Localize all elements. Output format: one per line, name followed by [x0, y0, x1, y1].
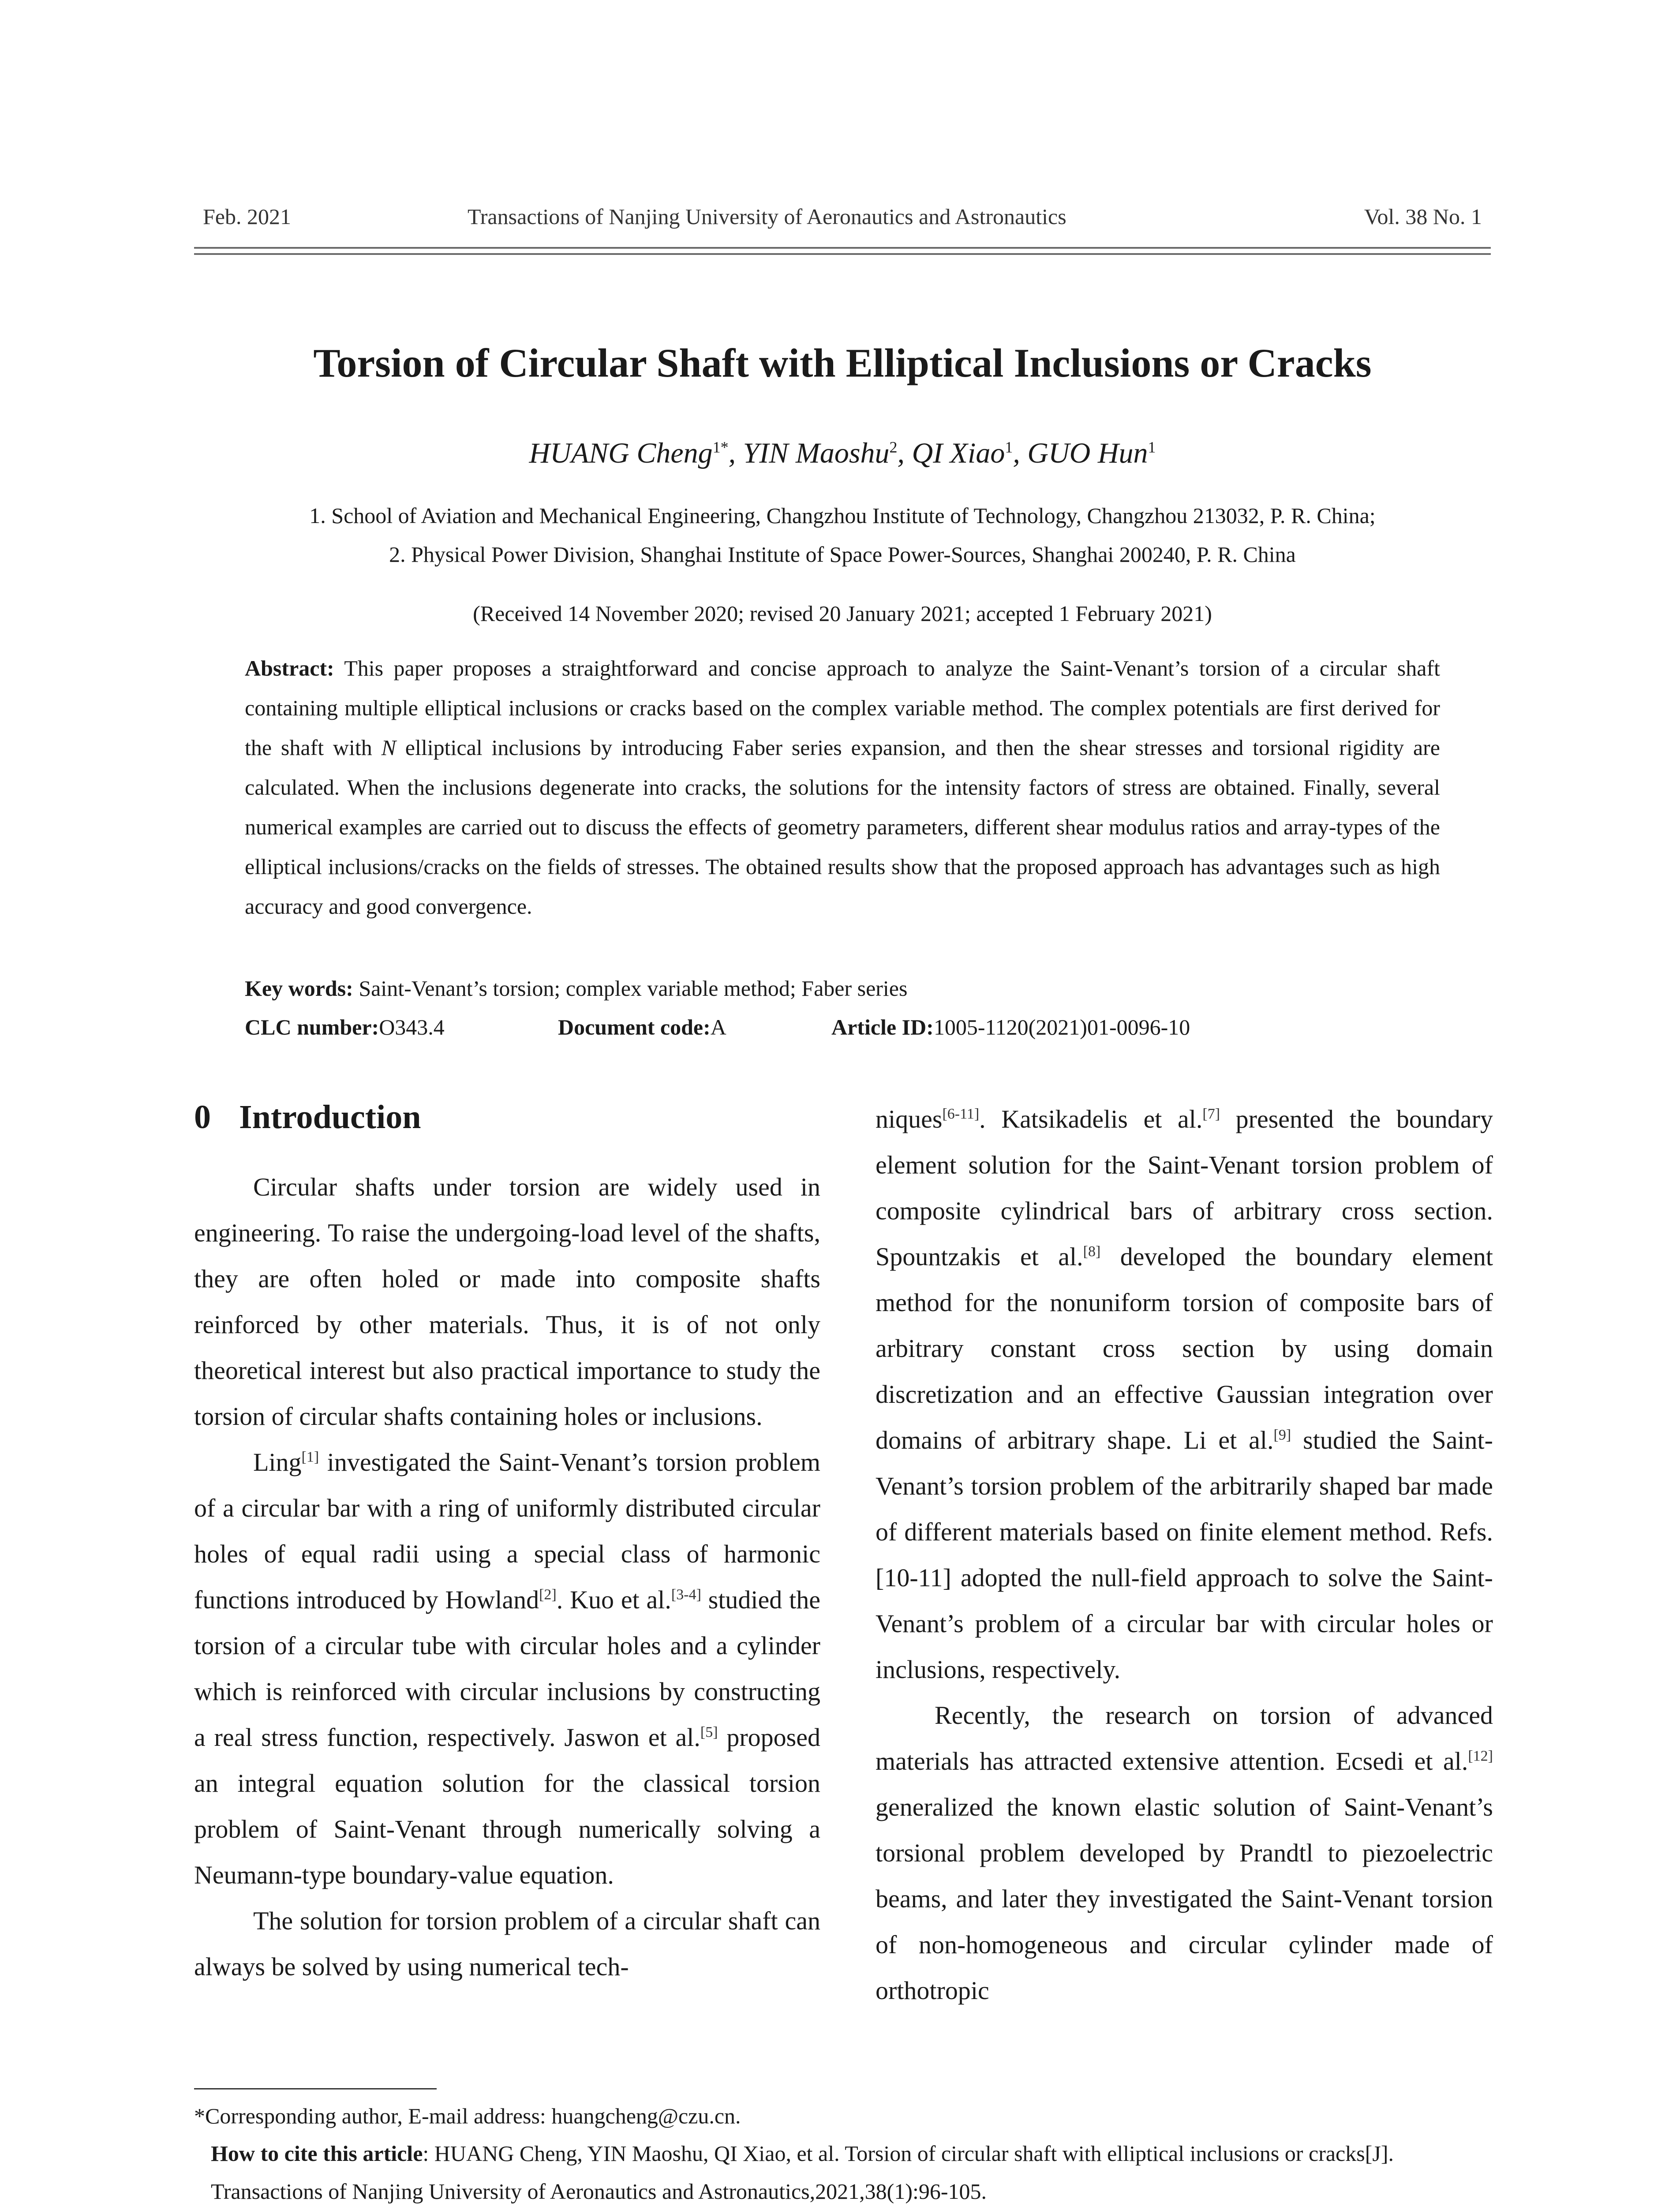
keywords-text: Saint-Venant’s torsion; complex variable method; Faber series	[359, 976, 908, 1001]
issue-date: Feb. 2021	[203, 204, 291, 229]
paragraph: Recently, the research on torsion of advanced materials has attracted extensive attention. Ecsedi et al.[12] generalized the known elastic solution of Saint-Venant’s torsional problem developed by Prandtl to piezoelectric beams, and later they investigated the Saint-Venant torsion of non-homogeneous and circular cylinder made of orthotropic	[876, 1701, 1493, 2005]
paper-title: Torsion of Circular Shaft with Elliptical Inclusions or Cracks	[313, 340, 1372, 385]
journal-name: Transactions of Nanjing University of Aeronautics and Astronautics	[468, 204, 1066, 229]
section-number: 0	[194, 1099, 211, 1136]
citation: [5]	[700, 1724, 718, 1741]
citation-label: How to cite this article	[211, 2141, 423, 2166]
keywords	[245, 975, 1440, 1001]
abstract-text: This paper proposes a straightforward and concise approach to analyze the Saint-Venant’s torsion of a circular shaft containing multiple elliptical inclusions or cracks based on the complex variable method. The complex potentials are first derived for the shaft with	[245, 656, 1440, 760]
footnote-rule	[194, 2088, 437, 2089]
author-affiliation-mark: 1*	[712, 438, 729, 456]
clc-number: CLC number:O343.4	[245, 1015, 445, 1039]
citation: [1]	[301, 1449, 319, 1465]
author-affiliation-mark: 1	[1148, 438, 1156, 456]
author-name: HUANG Cheng	[529, 437, 713, 469]
citation-note	[211, 2134, 1491, 2205]
section-title: Introduction	[239, 1099, 421, 1136]
abstract-variable: N	[381, 735, 396, 760]
corresponding-author-note: *Corresponding author, E-mail address: huangcheng@czu.cn.	[194, 2104, 741, 2128]
citation: [7]	[1202, 1106, 1220, 1122]
citation: [9]	[1273, 1427, 1291, 1443]
received-dates: (Received 14 November 2020; revised 20 January 2021; accepted 1 February 2021)	[473, 601, 1212, 626]
citation: [2]	[539, 1586, 557, 1603]
right-column	[876, 1096, 1493, 2082]
citation: [3-4]	[671, 1586, 701, 1603]
paragraph: Circular shafts under torsion are widely used in engineering. To raise the undergoing-load level of the shafts, they are often holed or made into composite shafts reinforced by other materials. Thus, it is of not only theoretical interest but also practical importance to study the torsion of circular shafts containing holes or inclusions.	[194, 1173, 820, 1431]
left-column	[194, 1164, 820, 2082]
abstract	[245, 648, 1440, 926]
author-name: YIN Maoshu	[743, 437, 890, 469]
abstract-label: Abstract:	[245, 656, 334, 680]
volume-number: Vol. 38 No. 1	[1364, 204, 1482, 229]
section-heading	[194, 1098, 421, 1136]
paragraph: The solution for torsion problem of a circular shaft can always be solved by using numerical tech-	[194, 1906, 820, 1981]
affiliation-2: 2. Physical Power Division, Shanghai Institute of Space Power-Sources, Shanghai 200240, P. R. China	[389, 542, 1296, 567]
author-list: HUANG Cheng$^{1*}$, YIN Maoshu$^2$, QI Xiao$^1$, GUO Hun$^1$	[529, 437, 1156, 469]
author-name: QI Xiao	[912, 437, 1005, 469]
author-affiliation-mark: 1	[1005, 438, 1013, 456]
header-rule-bottom	[194, 253, 1491, 255]
header-rule-top	[194, 247, 1491, 249]
article-id: Article ID:1005-1120(2021)01-0096-10	[831, 1015, 1190, 1039]
paragraph: niques[6-11]. Katsikadelis et al.[7] presented the boundary element solution for the Saint-Venant torsion problem of composite cylindrical bars of arbitrary cross section. Spountzakis et al.[8] developed the boundary element method for the nonuniform torsion of composite bars of arbitrary constant cross section by using domain discretization and an effective Gaussian integration over domains of arbitrary shape. Li et al.[9] studied the Saint-Venant’s torsion problem of the arbitrarily shaped bar made of different materials based on finite element method. Refs. [10-11] adopted the null-field approach to solve the Saint-Venant’s problem of a circular bar with circular holes or inclusions, respectively.	[876, 1105, 1493, 1684]
classification-row	[245, 1014, 1440, 1045]
author-name: GUO Hun	[1027, 437, 1148, 469]
running-header	[194, 204, 1491, 239]
keywords-label: Key words:	[245, 976, 353, 1001]
citation-text: : HUANG Cheng, YIN Maoshu, QI Xiao, et al. Torsion of circular shaft with elliptical inclusions or cracks[J]. Transactions of Nanjing University of Aeronautics and Astronautics,2021,38(1):96-105.	[211, 2141, 1394, 2204]
author-affiliation-mark: 2	[889, 438, 898, 456]
abstract-text: elliptical inclusions by introducing Faber series expansion, and then the shear stresses and torsional rigidity are calculated. When the inclusions degenerate into cracks, the solutions for the intensity factors of stress are obtained. Finally, several numerical examples are carried out to discuss the effects of geometry parameters, different shear modulus ratios and array-types of the elliptical inclusions/cracks on the fields of stresses. The obtained results show that the proposed approach has advantages such as high accuracy and good convergence.	[245, 735, 1441, 919]
affiliation-1: 1. School of Aviation and Mechanical Engineering, Changzhou Institute of Technology, Changzhou 213032, P. R. China;	[309, 503, 1376, 528]
paragraph: Ling[1] investigated the Saint-Venant’s torsion problem of a circular bar with a ring of uniformly distributed circular holes of equal radii using a special class of harmonic functions introduced by Howland[2]. Kuo et al.[3-4] studied the torsion of a circular tube with circular holes and a cylinder which is reinforced with circular inclusions by constructing a real stress function, respectively. Jaswon et al.[5] proposed an integral equation solution for the classical torsion problem of Saint-Venant through numerically solving a Neumann-type boundary-value equation.	[194, 1448, 820, 1889]
document-code: Document code:A	[558, 1015, 726, 1039]
citation: [12]	[1468, 1748, 1493, 1764]
citation: [6-11]	[942, 1106, 980, 1122]
citation: [8]	[1083, 1243, 1101, 1260]
